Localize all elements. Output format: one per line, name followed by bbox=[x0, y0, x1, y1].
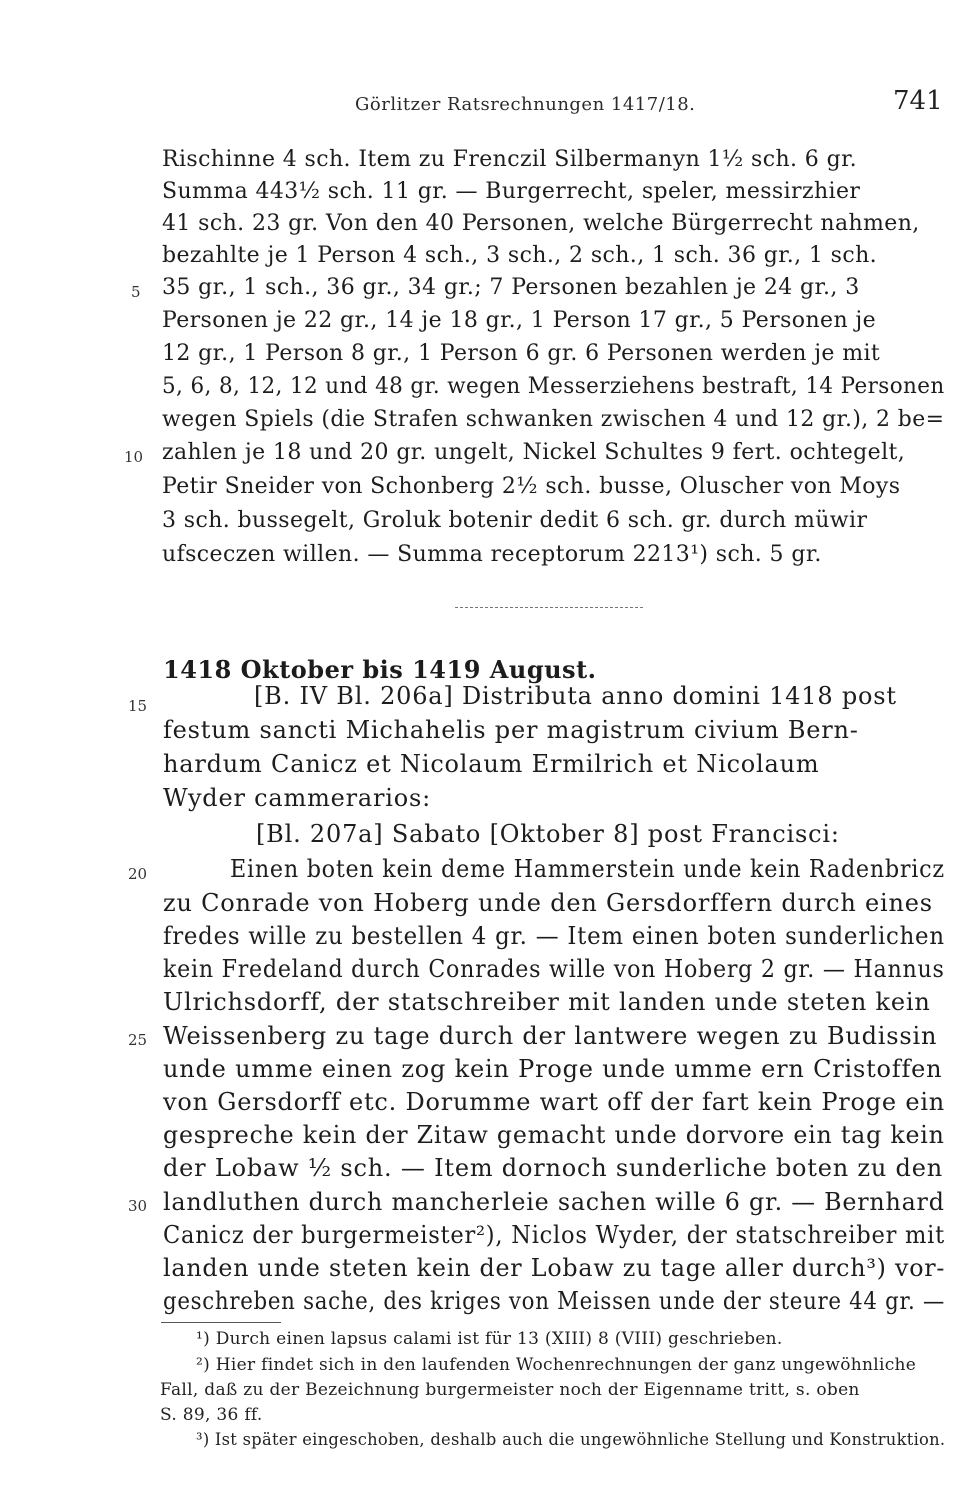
text-line: Petir Sneider von Schonberg 2½ sch. busse, Oluscher von Moys bbox=[162, 474, 901, 499]
text-line: 3 sch. bussegelt, Groluk botenir dedit 6 sch. gr. durch müwir bbox=[162, 508, 868, 533]
text-line: 12 gr., 1 Person 8 gr., 1 Person 6 gr. 6 Personen werden je mit bbox=[162, 341, 881, 366]
line-number: 15 bbox=[128, 697, 148, 715]
text-line: Ulrichsdorff, der statschreiber mit landen unde steten kein bbox=[163, 988, 931, 1016]
section-heading: 1418 Oktober bis 1419 August. bbox=[163, 655, 597, 684]
text-line: Canicz der burgermeister²), Niclos Wyder, der statschreiber mit bbox=[163, 1221, 945, 1249]
footnote: S. 89, 36 ff. bbox=[160, 1405, 263, 1425]
text-line: Einen boten kein deme Hammerstein unde kein Radenbricz bbox=[230, 855, 945, 883]
text-line: [B. IV Bl. 206a] Distributa anno domini 1418 post bbox=[254, 682, 897, 710]
text-line: der Lobaw ½ sch. — Item dornoch sunderliche boten zu den bbox=[163, 1154, 943, 1182]
footnote: ³) Ist später eingeschoben, deshalb auch die ungewöhnliche Stellung und Konstruktion. bbox=[196, 1430, 946, 1450]
text-line: unde umme einen zog kein Proge unde umme ern Cristoffen bbox=[163, 1055, 943, 1083]
section-separator bbox=[455, 607, 643, 608]
line-number: 20 bbox=[128, 865, 148, 883]
text-line: ufsceczen willen. — Summa receptorum 2213¹) sch. 5 gr. bbox=[162, 542, 822, 567]
text-line: Personen je 22 gr., 14 je 18 gr., 1 Person 17 gr., 5 Personen je bbox=[162, 308, 877, 333]
text-line: 5, 6, 8, 12, 12 und 48 gr. wegen Messerziehens bestraft, 14 Personen bbox=[162, 374, 945, 399]
page-number: 741 bbox=[893, 86, 943, 116]
text-line: 41 sch. 23 gr. Von den 40 Personen, welche Bürgerrecht nahmen, bbox=[162, 211, 920, 236]
text-line: gespreche kein der Zitaw gemacht unde dorvore ein tag kein bbox=[163, 1121, 945, 1149]
text-line: [Bl. 207a] Sabato [Oktober 8] post Francisci: bbox=[256, 820, 840, 848]
text-line: festum sancti Michahelis per magistrum civium Bern- bbox=[163, 716, 859, 744]
line-number: 30 bbox=[128, 1197, 148, 1215]
text-line: hardum Canicz et Nicolaum Ermilrich et Nicolaum bbox=[163, 750, 820, 778]
text-line: geschreben sache, des kriges von Meissen unde der steure 44 gr. — bbox=[163, 1287, 945, 1315]
running-header: Görlitzer Ratsrechnungen 1417/18. bbox=[355, 94, 696, 115]
text-line: Rischinne 4 sch. Item zu Frenczil Silbermanyn 1½ sch. 6 gr. bbox=[162, 147, 857, 172]
text-line: zahlen je 18 und 20 gr. ungelt, Nickel Schultes 9 fert. ochtegelt, bbox=[162, 440, 906, 465]
text-line: 35 gr., 1 sch., 36 gr., 34 gr.; 7 Personen bezahlen je 24 gr., 3 bbox=[162, 275, 860, 300]
text-line: wegen Spiels (die Strafen schwanken zwischen 4 und 12 gr.), 2 be= bbox=[162, 407, 945, 432]
line-number: 5 bbox=[131, 283, 141, 301]
footnote-rule bbox=[161, 1322, 281, 1323]
line-number: 25 bbox=[128, 1031, 148, 1049]
footnote: Fall, daß zu der Bezeichnung burgermeister noch der Eigenname tritt, s. oben bbox=[160, 1380, 860, 1400]
text-line: landluthen durch mancherleie sachen wille 6 gr. — Bernhard bbox=[163, 1188, 945, 1216]
footnote: ²) Hier findet sich in den laufenden Wochenrechnungen der ganz ungewöhnliche bbox=[196, 1355, 917, 1375]
text-line: zu Conrade von Hoberg unde den Gersdorffern durch eines bbox=[163, 889, 933, 917]
footnote: ¹) Durch einen lapsus calami ist für 13 (XIII) 8 (VIII) geschrieben. bbox=[196, 1329, 783, 1349]
text-line: kein Fredeland durch Conrades wille von Hoberg 2 gr. — Hannus bbox=[163, 955, 945, 983]
text-line: Wyder cammerarios: bbox=[163, 784, 432, 812]
text-line: Summa 443½ sch. 11 gr. — Burgerrecht, speler, messirzhier bbox=[162, 179, 861, 204]
text-line: fredes wille zu bestellen 4 gr. — Item einen boten sunderlichen bbox=[163, 922, 945, 950]
text-line: Weissenberg zu tage durch der lantwere wegen zu Budissin bbox=[163, 1022, 938, 1050]
text-line: bezahlte je 1 Person 4 sch., 3 sch., 2 sch., 1 sch. 36 gr., 1 sch. bbox=[162, 243, 878, 268]
line-number: 10 bbox=[124, 448, 144, 466]
text-line: von Gersdorff etc. Dorumme wart off der fart kein Proge ein bbox=[163, 1088, 946, 1116]
text-line: landen unde steten kein der Lobaw zu tage aller durch³) vor- bbox=[163, 1254, 946, 1282]
